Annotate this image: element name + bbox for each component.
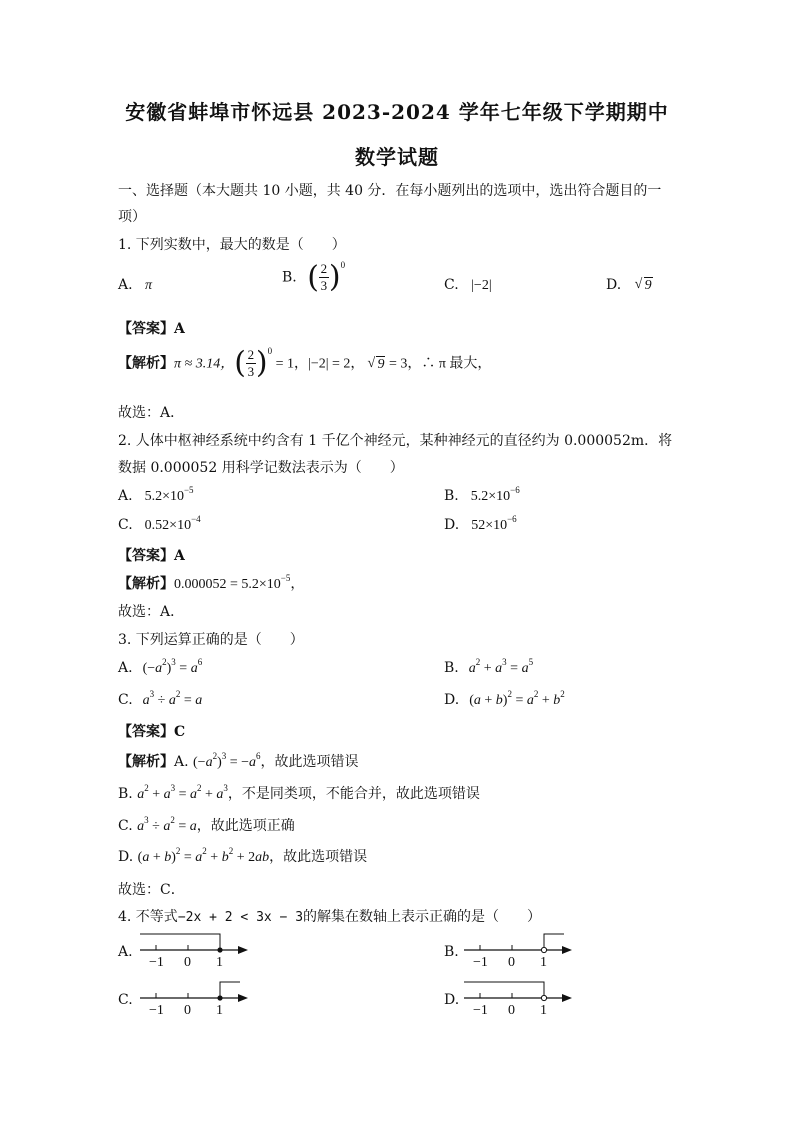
- option-value: 5.2×10: [144, 489, 184, 504]
- tick-label: 0: [184, 955, 191, 970]
- q4-number-line-b: [460, 928, 580, 970]
- q2-analysis: [118, 573, 304, 593]
- stem-part-2: 的解集在数轴上表示正确的是（ ）: [303, 909, 542, 925]
- stem-part-1: 4. 不等式: [118, 909, 178, 925]
- option-value: π: [145, 278, 153, 293]
- title-line-1: 安徽省蚌埠市怀远县 2023-2024 学年七年级下学期期中: [125, 100, 669, 124]
- line-suffix: ，故此选项错误: [260, 754, 359, 770]
- exponent: −5: [280, 573, 291, 583]
- option-label: A.: [118, 488, 133, 504]
- option-value: 52×10: [471, 518, 508, 533]
- tick-label: 0: [184, 1003, 191, 1018]
- tick-label: −1: [473, 1003, 488, 1018]
- section-heading-cont: 项）: [118, 209, 146, 225]
- exponent: −4: [191, 514, 201, 524]
- q2-stem-cont: 数据 0.000052 用科学记数法表示为（ ）: [118, 460, 404, 476]
- sqrt-radicand: 9: [377, 356, 385, 372]
- q3-analysis-c: C. $a^3 \div a^2 = a$，故此选项正确: [118, 815, 295, 834]
- line-prefix: B.: [118, 786, 138, 802]
- solution-bracket: [544, 934, 564, 950]
- option-label: C.: [444, 277, 459, 293]
- q3-option-c: C. $a^3 \div a^2 = a$: [118, 689, 203, 708]
- tick-label: 1: [540, 955, 547, 970]
- q4-option-a-label: A.: [118, 944, 133, 960]
- inequality: −2x + 2 < 3x − 3: [177, 910, 304, 925]
- fraction-numerator: 2: [320, 261, 328, 276]
- analysis-text: 0.000052 = 5.2×10: [174, 577, 281, 592]
- q3-option-b: B. $a^2 + a^3 = a^5$: [444, 657, 534, 676]
- option-label: B.: [282, 269, 297, 286]
- fraction-denominator: 3: [247, 364, 255, 379]
- option-label: D.: [444, 692, 460, 708]
- q4-option-b-label: B.: [444, 944, 459, 960]
- q4-option-d-label: D.: [444, 992, 460, 1008]
- q3-conclusion: 故选：C．: [118, 882, 185, 898]
- tick-label: −1: [149, 955, 164, 970]
- tick-label: −1: [473, 955, 488, 970]
- solution-bracket: [220, 982, 240, 998]
- open-endpoint: [541, 947, 546, 952]
- q1-option-d: [606, 277, 653, 294]
- q3-answer: 【答案】C: [118, 724, 186, 740]
- q2-option-b: [444, 485, 520, 505]
- option-label: C.: [118, 692, 133, 708]
- exponent: −6: [510, 485, 520, 495]
- tick-label: 0: [508, 1003, 515, 1018]
- q2-option-d: [444, 514, 517, 534]
- axis-arrow: [562, 946, 572, 954]
- option-label: A.: [118, 660, 133, 676]
- tick-label: 1: [216, 1003, 223, 1018]
- q3-stem: 3. 下列运算正确的是（ ）: [118, 632, 304, 648]
- tick-label: 0: [508, 955, 515, 970]
- q1-analysis: 【解析】π ≈ 3.14，( $\frac{2}{3}$ )$^0$ = 1，|−2| = 2，√ 9 = 3，∴ π 最大，: [118, 348, 491, 379]
- q1-stem: 1. 下列实数中，最大的数是（ ）: [118, 237, 346, 253]
- q4-number-line-d: [460, 976, 580, 1018]
- axis-arrow: [238, 946, 248, 954]
- analysis-label: 【解析】: [118, 576, 174, 592]
- q2-option-c: [118, 514, 201, 534]
- analysis-label: 【解析】: [118, 754, 174, 770]
- tick-label: 1: [216, 955, 223, 970]
- option-label: B.: [444, 488, 459, 504]
- axis-arrow: [562, 994, 572, 1002]
- analysis-part-3: = 3，∴ π 最大，: [385, 356, 492, 372]
- line-prefix: A.: [174, 754, 194, 770]
- exponent: −5: [183, 485, 194, 495]
- q3-analysis-d: D. $(a + b)^2 = a^2 + b^2 + 2ab$，故此选项错误: [118, 846, 368, 865]
- q3-option-d: D. $(a + b)^2 = a^2 + b^2$: [444, 689, 565, 708]
- sqrt-radicand: 9: [644, 278, 652, 293]
- q1-option-b: B. ( $\frac{2}{3}$ )$^0$: [282, 259, 346, 295]
- option-label: D.: [444, 517, 460, 533]
- q4-stem: [118, 906, 541, 926]
- q1-option-a: [118, 277, 152, 294]
- q1-option-c: [444, 277, 492, 294]
- q4-option-c-label: C.: [118, 992, 133, 1008]
- q3-analysis-a: 【解析】A. $(-a^2)^3 = -a^6$，故此选项错误: [118, 751, 359, 770]
- line-prefix: D.: [118, 849, 138, 865]
- q2-option-a: [118, 485, 194, 505]
- open-endpoint: [541, 995, 546, 1000]
- fraction-numerator: 2: [247, 347, 255, 362]
- axis-arrow: [238, 994, 248, 1002]
- q4-number-line-c: [136, 976, 256, 1018]
- q3-analysis-b: B. $a^2 + a^3 = a^2 + a^3$，不是同类项，不能合并，故此选项错误: [118, 783, 480, 802]
- line-suffix: ，故此选项正确: [196, 818, 295, 834]
- analysis-end: ，: [290, 576, 305, 592]
- solid-endpoint: [217, 995, 222, 1000]
- fraction-denominator: 3: [320, 278, 328, 293]
- option-value: |−2|: [471, 278, 492, 293]
- line-suffix: ，故此选项错误: [269, 849, 368, 865]
- tick-label: 1: [540, 1003, 547, 1018]
- option-value: 0.52×10: [144, 518, 192, 533]
- q1-conclusion: 故选：A．: [118, 405, 185, 421]
- exponent: −6: [507, 514, 517, 524]
- option-label: D.: [606, 277, 622, 293]
- option-label: B.: [444, 660, 459, 676]
- option-value: 5.2×10: [470, 489, 511, 504]
- q1-answer: 【答案】A: [118, 321, 185, 337]
- section-heading: 一、选择题（本大题共 10 小题，共 40 分．在每小题列出的选项中，选出符合题目的一: [118, 183, 662, 199]
- title-line-2: 数学试题: [355, 145, 439, 169]
- option-label: C.: [118, 517, 133, 533]
- solid-endpoint: [217, 947, 222, 952]
- line-suffix: ，不是同类项，不能合并，故此选项错误: [227, 786, 480, 802]
- option-label: A.: [118, 277, 133, 293]
- solution-bracket: [140, 934, 220, 950]
- analysis-part-2: = 1，|−2| = 2，: [272, 356, 365, 372]
- tick-label: −1: [149, 1003, 164, 1018]
- solution-bracket: [464, 982, 544, 998]
- q2-stem: 2. 人体中枢神经系统中约含有 1 千亿个神经元，某种神经元的直径约为 0.000052m．将: [118, 433, 673, 449]
- exponent: 0: [340, 259, 346, 270]
- q2-answer: 【答案】A: [118, 548, 185, 564]
- analysis-part-1: π ≈ 3.14，: [174, 356, 235, 372]
- q4-number-line-a: [136, 928, 256, 970]
- line-prefix: C.: [118, 818, 138, 834]
- analysis-label: 【解析】: [118, 355, 174, 372]
- exponent: 0: [267, 345, 273, 356]
- q2-conclusion: 故选：A．: [118, 604, 185, 620]
- q3-option-a: A. $(-a^2)^3 = a^6$: [118, 657, 203, 676]
